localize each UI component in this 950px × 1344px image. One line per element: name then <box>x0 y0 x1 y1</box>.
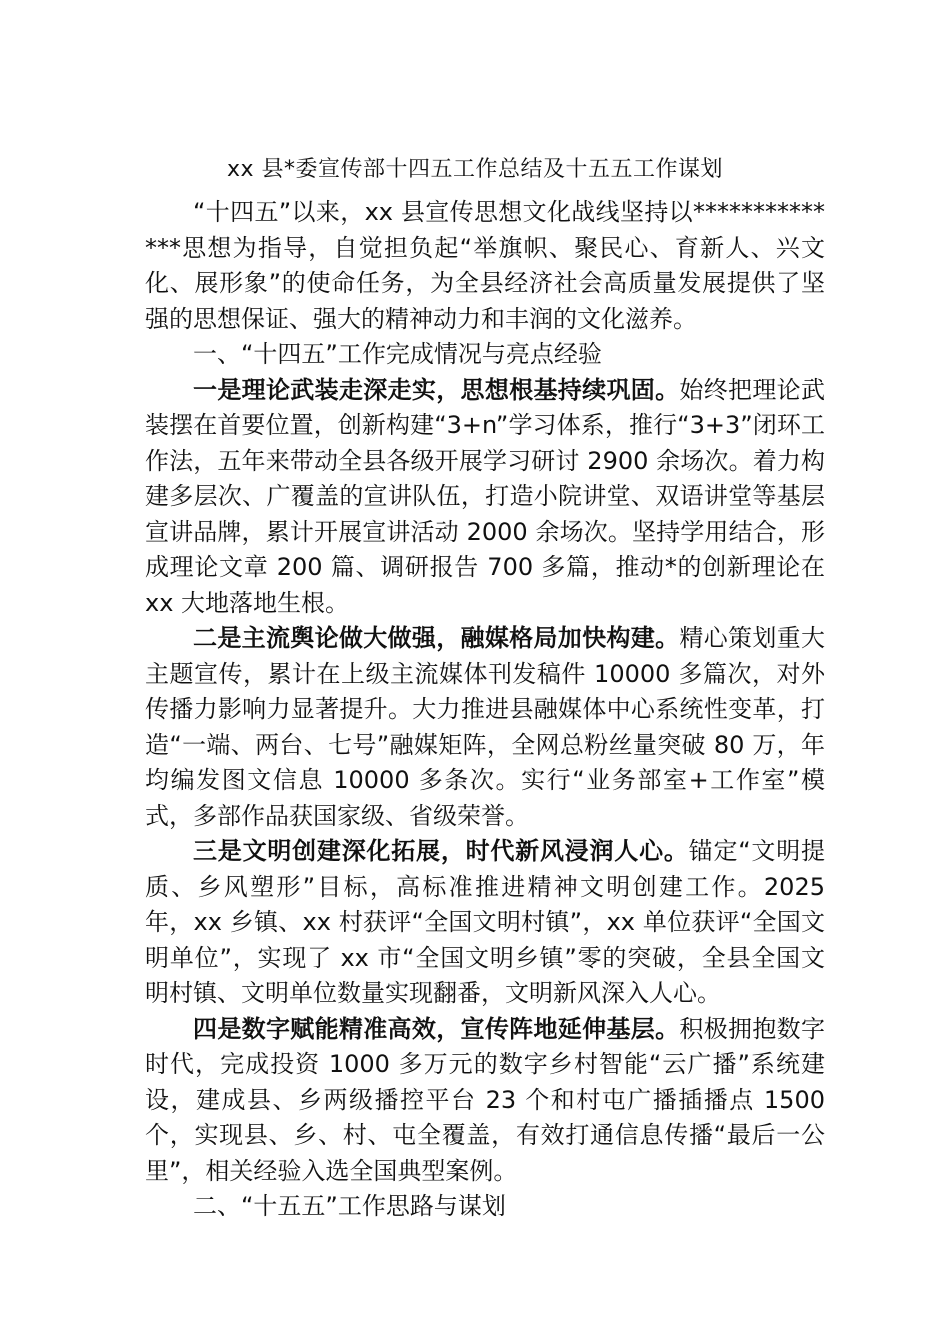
document-body <box>145 195 825 1225</box>
item-paragraph-4 <box>145 1012 825 1190</box>
section-heading-2: 二、“十五五”工作思路与谋划 <box>193 1192 506 1220</box>
item-text-3: 锚定“文明提质、乡风塑形”目标，高标准推进精神文明创建工作。2025 年，xx 乡镇、xx 村获评“全国文明村镇”，xx 单位获评“全国文明单位”，实现了 xx 市“全国文明乡镇”零的突破，全县全国文明村镇、文明单位数量实现翻番，文明新风深入人心。 <box>145 837 826 1007</box>
item-lead-1: 一是理论武装走深走实，思想根基持续巩固。 <box>193 375 680 404</box>
item-paragraph-2 <box>145 621 825 834</box>
item-text-2: 精心策划重大主题宣传，累计在上级主流媒体刊发稿件 10000 多篇次，对外传播力影响力显著提升。大力推进县融媒体中心系统性变革，打造“一端、两台、七号”融媒矩阵，全网总粉丝量突破 80 万，年均编发图文信息 10000 多条次。实行“业务部室+工作室”模式，多部作品获国家级、省级荣誉。 <box>145 624 826 830</box>
document-title: xx 县*委宣传部十四五工作总结及十五五工作谋划 <box>226 157 724 182</box>
item-paragraph-1 <box>145 373 825 622</box>
item-text-1: 始终把理论武装摆在首要位置，创新构建“3+n”学习体系，推行“3+3”闭环工作法，五年来带动全县各级开展学习研讨 2900 余场次。着力构建多层次、广覆盖的宣讲队伍，打造小院讲堂、双语讲堂等基层宣讲品牌，累计开展宣讲活动 2000 余场次。坚持学用结合，形成理论文章 200 篇、调研报告 700 多篇，推动*的创新理论在 xx 大地落地生根。 <box>145 375 826 617</box>
item-lead-4: 四是数字赋能精准高效，宣传阵地延伸基层。 <box>193 1014 680 1043</box>
intro-paragraph: “十四五”以来，xx 县宣传思想文化战线坚持以*********** ***思想为指导，自觉担负起“举旗帜、聚民心、育新人、兴文化、展形象”的使命任务，为全县经济社会高质量发展提供了坚强的思想保证、强大的精神动力和丰润的文化滋养。 <box>145 198 825 333</box>
item-text-4: 积极拥抱数字时代，完成投资 1000 多万元的数字乡村智能“云广播”系统建设，建成县、乡两级播控平台 23 个和村屯广播插播点 1500 个，实现县、乡、村、屯全覆盖，有效打通信息传播“最后一公里”，相关经验入选全国典型案例。 <box>145 1014 826 1185</box>
item-lead-2: 二是主流舆论做大做强，融媒格局加快构建。 <box>193 624 680 652</box>
item-lead-3: 三是文明创建深化拓展，时代新风浸润人心。 <box>193 837 689 865</box>
item-paragraph-3 <box>145 834 825 1012</box>
section-heading-1: 一、“十四五”工作完成情况与亮点经验 <box>193 340 602 368</box>
